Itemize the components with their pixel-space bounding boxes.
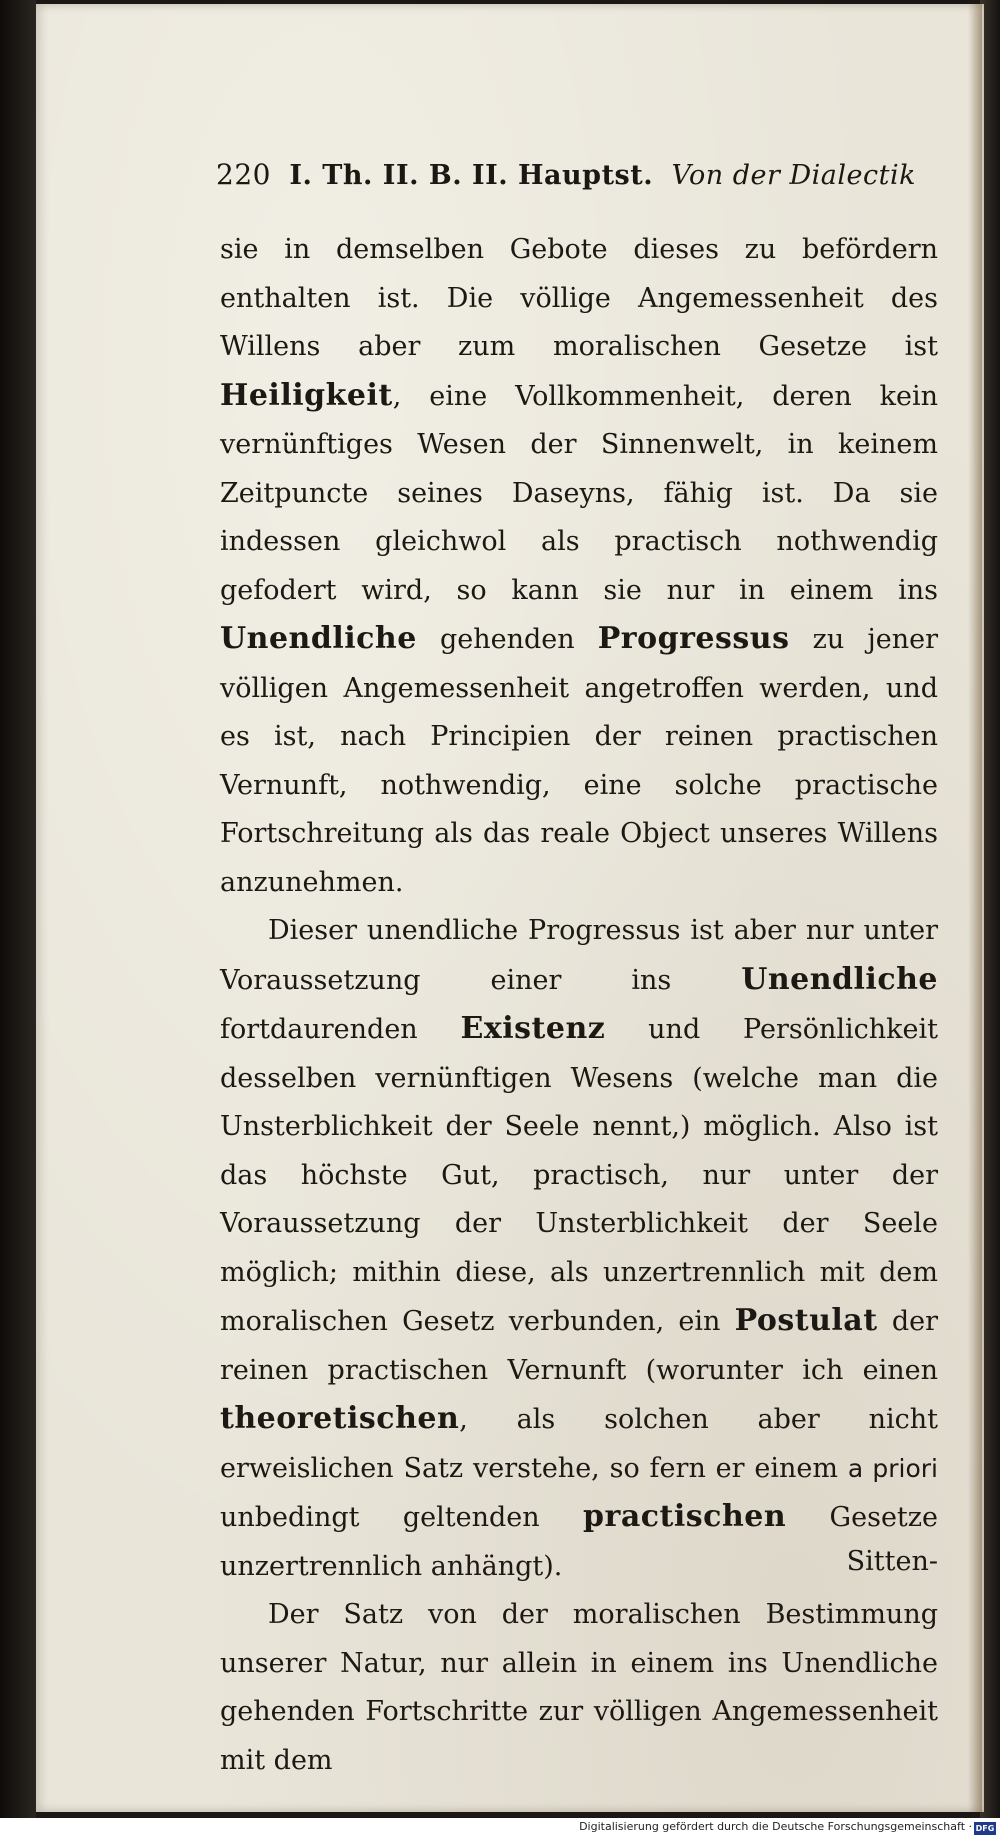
paragraph-2	[220, 907, 938, 1591]
text-run: sie in demselben Gebote dieses zu befördern enthalten ist. Die völlige Angemessenheit des Willens aber zum moralischen Gesetze ist	[220, 234, 938, 362]
page-number: 220	[216, 158, 271, 191]
text-run: gehenden	[416, 624, 598, 655]
text-run: und Persönlichkeit desselben vernünftigen Wesens (welche man die Unsterblichkeit der Seele nennt,) möglich. Also ist das höchste Gut, practisch, nur unter der Voraussetzung der Unsterblichkeit der Seele möglich; mithin diese, als unzertrennlich mit dem moralischen Gesetz verbunden, ein	[220, 1014, 938, 1337]
page-header	[216, 158, 916, 191]
text-run: , eine Vollkommenheit, deren kein vernünftiges Wesen der Sinnenwelt, in keinem Zeitpuncte seines Daseyns, fähig ist. Da sie indessen gleichwol als practisch nothwendig gefodert wird, so kann sie nur in einem ins	[220, 380, 938, 606]
emphasis-theoretischen: theoretischen	[220, 1401, 460, 1436]
paragraph-3	[220, 1591, 938, 1785]
emphasis-progressus: Progressus	[597, 621, 790, 656]
text-run: Der Satz von der moralischen Bestimmung unserer Natur, nur allein in einem ins Unendliche gehenden Fortschritte zur völligen Angemessenheit mit dem	[220, 1599, 938, 1776]
dfg-logo-icon: DFG	[975, 1824, 995, 1833]
emphasis-postulat: Postulat	[734, 1303, 878, 1338]
text-run: , als solchen aber nicht erweislichen Satz verstehe, so fern er einem	[220, 1404, 938, 1484]
running-title: Von der Dialectik	[671, 160, 916, 191]
text-run: der reinen practischen Vernunft (worunter ich einen	[220, 1306, 938, 1386]
catchword: Sitten-	[846, 1546, 938, 1577]
text-run: zu jener völligen Angemessenheit angetroffen werden, und es ist, nach Principien der reinen practischen Vernunft, nothwendig, eine solche practische Fortschreitung als das reale Object unseres Willens anzunehmen.	[220, 624, 938, 898]
emphasis-unendliche: Unendliche	[220, 621, 417, 656]
digitization-credit: Digitalisierung gefördert durch die Deutsche Forschungsgemeinschaft ·	[579, 1820, 972, 1833]
text-run: Gesetze unzertrennlich anhängt).	[220, 1502, 938, 1582]
section-reference: I. Th. II. B. II. Hauptst.	[289, 160, 654, 191]
emphasis-practischen: practischen	[583, 1499, 787, 1534]
emphasis-heiligkeit: Heiligkeit	[220, 377, 393, 413]
paragraph-1	[220, 226, 938, 907]
scan-background-left	[0, 0, 36, 1838]
emphasis-existenz: Existenz	[460, 1011, 606, 1046]
text-run: unbedingt geltenden	[220, 1502, 584, 1533]
emphasis-unendliche: Unendliche	[741, 961, 938, 997]
text-run: Dieser unendliche Progressus ist aber nur unter Voraussetzung einer ins	[220, 915, 938, 996]
latin-phrase: a priori	[847, 1453, 938, 1483]
text-run: fortdaurenden	[220, 1014, 461, 1045]
page-edge-shadow	[968, 4, 982, 1812]
